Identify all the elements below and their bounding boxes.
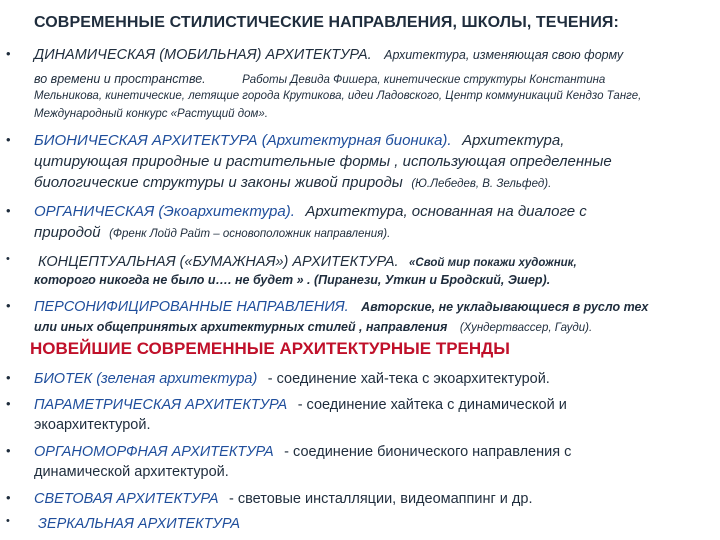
trend-desc: экоархитектурой. — [34, 417, 151, 433]
bullet: • — [6, 443, 11, 458]
item-line — [34, 46, 623, 64]
item-text: Мельникова, кинетические, летящие города Крутикова, идеи Ладовского, Центр коммуникаций Кендзо Танге, — [34, 90, 642, 102]
item-line — [34, 132, 564, 150]
item-title: ПЕРСОНИФИЦИРОВАННЫЕ НАПРАВЛЕНИЯ. — [34, 299, 349, 315]
item-text: Архитектура, основанная на диалоге с — [305, 203, 587, 220]
item-line — [34, 396, 567, 414]
item-line — [34, 298, 648, 316]
item-text: Авторские, не укладывающиеся в русло тех — [361, 300, 649, 314]
bullet: • — [6, 203, 11, 218]
bullet: • — [6, 298, 11, 313]
item-title: ОРГАНИЧЕСКАЯ (Экоархитектура). — [34, 203, 295, 220]
item-title: ДИНАМИЧЕСКАЯ (МОБИЛЬНАЯ) АРХИТЕКТУРА. — [34, 47, 372, 63]
item-text: или иных общепринятых архитектурных стилей , направления — [34, 320, 448, 334]
trend-name: ПАРАМЕТРИЧЕСКАЯ АРХИТЕКТУРА — [34, 397, 288, 413]
item-text: (Хундертвассер, Гауди). — [459, 322, 593, 334]
item-line — [34, 70, 605, 88]
item-line — [34, 318, 592, 336]
item-title: КОНЦЕПТУАЛЬНАЯ («БУМАЖНАЯ») АРХИТЕКТУРА. — [38, 254, 399, 270]
item-title: БИОНИЧЕСКАЯ АРХИТЕКТУРА (Архитектурная бионика). — [34, 132, 452, 149]
trend-desc: - соединение хай-тека с экоархитектурой. — [267, 371, 550, 387]
section-heading: НОВЕЙШИЕ СОВРЕМЕННЫЕ АРХИТЕКТУРНЫЕ ТРЕНДЫ — [30, 339, 510, 358]
item-text: цитирующая природные и растительные формы , использующая определенные — [34, 153, 612, 170]
item-line — [34, 370, 550, 388]
item-line — [34, 203, 587, 221]
bullet: • — [6, 515, 10, 527]
item-text: «Свой мир покажи художник, — [409, 257, 577, 269]
item-line — [34, 443, 571, 461]
bullet: • — [6, 132, 11, 147]
bullet: • — [6, 490, 11, 505]
trend-desc: - соединение хайтека с динамической и — [297, 397, 567, 413]
item-text: которого никогда не было и…. не будет » . (Пиранези, Уткин и Бродский, Эшер). — [34, 273, 551, 287]
item-text: Работы Девида Фишера, кинетические структуры Константина — [242, 74, 606, 86]
item-line — [34, 224, 390, 242]
item-text: Архитектура, изменяющая свою форму — [384, 48, 624, 62]
trend-desc: - соединение бионического направления с — [284, 444, 572, 460]
trend-desc: - световые инсталляции, видеомаппинг и др. — [229, 491, 533, 507]
bullet: • — [6, 46, 11, 61]
item-text: природой — [34, 224, 101, 241]
bullet: • — [6, 396, 11, 411]
item-line — [34, 490, 532, 508]
item-text: Архитектура, — [462, 132, 565, 149]
item-line — [38, 515, 240, 533]
item-line — [38, 253, 577, 271]
item-text: (Ю.Лебедев, В. Зельфед). — [411, 178, 552, 190]
item-text: Международный конкурс «Растущий дом». — [34, 108, 268, 120]
bullet: • — [6, 253, 10, 265]
item-text: во времени и пространстве. — [34, 72, 206, 86]
trend-desc: динамической архитектурой. — [34, 464, 229, 480]
item-text: (Френк Лойд Райт – основоположник направления). — [109, 228, 391, 240]
page-title: СОВРЕМЕННЫЕ СТИЛИСТИЧЕСКИЕ НАПРАВЛЕНИЯ, ШКОЛЫ, ТЕЧЕНИЯ: — [34, 14, 619, 31]
trend-name: ЗЕРКАЛЬНАЯ АРХИТЕКТУРА — [38, 516, 241, 532]
trend-name: СВЕТОВАЯ АРХИТЕКТУРА — [34, 491, 219, 507]
trend-name: ОРГАНОМОРФНАЯ АРХИТЕКТУРА — [34, 444, 274, 460]
item-line — [34, 174, 551, 192]
trend-name: БИОТЕК (зеленая архитектура) — [34, 371, 258, 387]
bullet: • — [6, 370, 11, 385]
item-text: биологические структуры и законы живой природы — [34, 174, 403, 191]
